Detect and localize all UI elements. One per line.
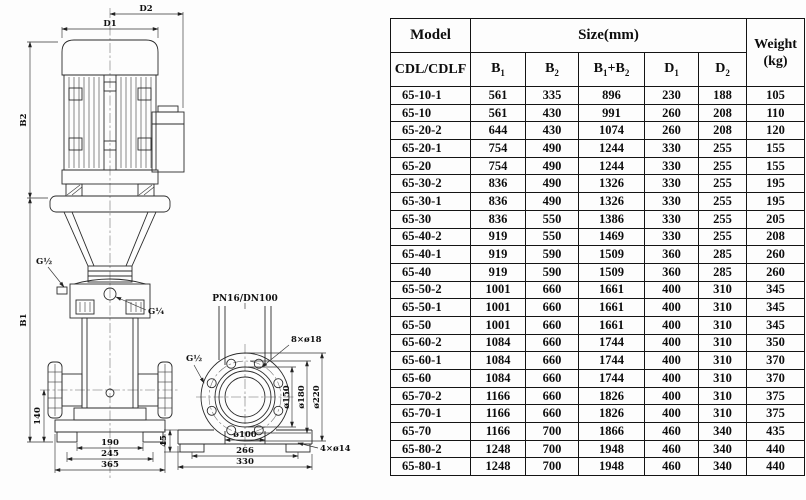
d2-cell: 255 (699, 140, 747, 158)
port-label-g12-side: G½ (36, 257, 53, 267)
d1-cell: 230 (645, 87, 699, 105)
base-holes-label: 4×ø14 (320, 444, 351, 454)
b1-cell: 1001 (471, 316, 526, 334)
b1b2-cell: 1326 (579, 193, 645, 211)
b1b2-cell: 1661 (579, 316, 645, 334)
table-row (391, 263, 805, 281)
d2-cell: 255 (699, 210, 747, 228)
port-label-g14-side: G¼ (148, 307, 165, 317)
b2-cell: 660 (526, 299, 579, 317)
d1-cell: 360 (645, 263, 699, 281)
d2-cell: 208 (699, 104, 747, 122)
header-weight-line2: (kg) (763, 53, 788, 69)
dim-label-dia180: ø180 (297, 385, 307, 409)
table-row (391, 104, 805, 122)
header-size-group: Size(mm) (471, 19, 747, 53)
d1-cell: 330 (645, 157, 699, 175)
weight-cell: 370 (747, 370, 805, 388)
dimension-table (390, 18, 804, 476)
table-row (391, 405, 805, 423)
table-row (391, 458, 805, 476)
dim-label-dia150: ø150 (282, 385, 292, 409)
weight-cell: 110 (747, 104, 805, 122)
b1-cell: 561 (471, 87, 526, 105)
model-cell: 65-30-1 (391, 193, 471, 211)
b2-cell: 660 (526, 281, 579, 299)
b2-cell: 660 (526, 387, 579, 405)
d1-cell: 330 (645, 210, 699, 228)
header-weight (747, 19, 805, 87)
header-row-1 (391, 19, 805, 53)
b1-cell: 836 (471, 175, 526, 193)
model-cell: 65-50 (391, 316, 471, 334)
d2-cell: 310 (699, 405, 747, 423)
table-row (391, 370, 805, 388)
terminal-box (152, 112, 184, 172)
b1b2-cell: 991 (579, 104, 645, 122)
weight-cell: 260 (747, 263, 805, 281)
table-row (391, 281, 805, 299)
table-row (391, 423, 805, 441)
b1b2-cell: 1469 (579, 228, 645, 246)
model-cell: 65-60-2 (391, 334, 471, 352)
table-row (391, 246, 805, 264)
d1-cell: 330 (645, 175, 699, 193)
b1b2-cell: 1826 (579, 405, 645, 423)
b1-cell: 644 (471, 122, 526, 140)
header-series: CDL/CDLF (391, 53, 471, 87)
header-model: Model (391, 19, 471, 53)
table-row (391, 440, 805, 458)
b2-cell: 490 (526, 140, 579, 158)
d1-cell: 360 (645, 246, 699, 264)
d2-cell: 310 (699, 370, 747, 388)
weight-cell: 195 (747, 175, 805, 193)
table-row (391, 210, 805, 228)
pump-flange-view (159, 294, 351, 470)
d1-cell: 400 (645, 370, 699, 388)
b1-cell: 1248 (471, 458, 526, 476)
b1-cell: 1001 (471, 281, 526, 299)
model-cell: 65-20-1 (391, 140, 471, 158)
dim-label-330: 330 (236, 457, 254, 467)
d2-cell: 310 (699, 387, 747, 405)
b1b2-cell: 1661 (579, 299, 645, 317)
d1-cell: 460 (645, 423, 699, 441)
d1-cell: 330 (645, 140, 699, 158)
weight-cell: 260 (747, 246, 805, 264)
model-cell: 65-40-1 (391, 246, 471, 264)
table-row (391, 87, 805, 105)
dim-label-140: 140 (33, 407, 43, 425)
table-row (391, 228, 805, 246)
model-cell: 65-50-2 (391, 281, 471, 299)
header-weight-line1: Weight (754, 36, 797, 52)
b1-cell: 1084 (471, 370, 526, 388)
b1b2-cell: 1386 (579, 210, 645, 228)
b2-cell: 550 (526, 210, 579, 228)
table-row (391, 334, 805, 352)
weight-cell: 375 (747, 405, 805, 423)
d1-cell: 400 (645, 299, 699, 317)
b2-cell: 700 (526, 458, 579, 476)
d1-cell: 260 (645, 104, 699, 122)
d1-cell: 400 (645, 352, 699, 370)
dim-label-d1: D1 (103, 19, 117, 29)
weight-cell: 370 (747, 352, 805, 370)
dim-label-b1: B1 (19, 313, 29, 327)
header-col-b1: $B_1$ (471, 53, 526, 87)
table-row (391, 299, 805, 317)
dim-label-d2: D2 (139, 4, 153, 14)
model-cell: 65-30-2 (391, 175, 471, 193)
b1b2-cell: 1074 (579, 122, 645, 140)
b1b2-cell: 1244 (579, 157, 645, 175)
b1b2-cell: 1744 (579, 370, 645, 388)
table-row (391, 175, 805, 193)
b1-cell: 1248 (471, 440, 526, 458)
table-row (391, 352, 805, 370)
weight-cell: 208 (747, 228, 805, 246)
pump-technical-drawing (0, 0, 390, 500)
weight-cell: 350 (747, 334, 805, 352)
b2-cell: 700 (526, 423, 579, 441)
dim-label-266: 266 (236, 446, 254, 456)
b1-cell: 1001 (471, 299, 526, 317)
b2-cell: 590 (526, 263, 579, 281)
pump-side-view (19, 4, 184, 478)
d2-cell: 255 (699, 228, 747, 246)
header-col-d1: $D_1$ (645, 53, 699, 87)
weight-cell: 155 (747, 157, 805, 175)
b1-cell: 754 (471, 140, 526, 158)
d1-cell: 460 (645, 440, 699, 458)
b2-cell: 430 (526, 122, 579, 140)
dim-label-dia220: ø220 (312, 385, 322, 409)
b2-cell: 590 (526, 246, 579, 264)
model-cell: 65-20-2 (391, 122, 471, 140)
b1b2-cell: 1826 (579, 387, 645, 405)
weight-cell: 120 (747, 122, 805, 140)
d2-cell: 340 (699, 440, 747, 458)
b1-cell: 919 (471, 263, 526, 281)
model-cell: 65-60-1 (391, 352, 471, 370)
table-row (391, 387, 805, 405)
weight-cell: 345 (747, 299, 805, 317)
table-row (391, 193, 805, 211)
b2-cell: 490 (526, 193, 579, 211)
weight-cell: 440 (747, 458, 805, 476)
d1-cell: 400 (645, 405, 699, 423)
table-row (391, 157, 805, 175)
model-cell: 65-50-1 (391, 299, 471, 317)
table-row (391, 316, 805, 334)
b2-cell: 660 (526, 334, 579, 352)
model-cell: 65-70 (391, 423, 471, 441)
size-weight-table (390, 18, 805, 476)
d1-cell: 330 (645, 228, 699, 246)
weight-cell: 205 (747, 210, 805, 228)
weight-cell: 345 (747, 281, 805, 299)
b2-cell: 660 (526, 405, 579, 423)
d2-cell: 255 (699, 175, 747, 193)
table-row (391, 122, 805, 140)
vent-port (57, 287, 67, 294)
port-label-g12-flange: G½ (186, 354, 203, 364)
b1b2-cell: 1509 (579, 263, 645, 281)
b1b2-cell: 896 (579, 87, 645, 105)
d2-cell: 285 (699, 263, 747, 281)
d1-cell: 260 (645, 122, 699, 140)
flange-spec-label: PN16/DN100 (212, 294, 278, 304)
header-col-b1b2: $B_1+B_2$ (579, 53, 645, 87)
b1-cell: 1084 (471, 334, 526, 352)
b2-cell: 660 (526, 370, 579, 388)
b1-cell: 1166 (471, 423, 526, 441)
b1-cell: 1166 (471, 387, 526, 405)
d2-cell: 255 (699, 193, 747, 211)
d1-cell: 400 (645, 387, 699, 405)
b1-cell: 754 (471, 157, 526, 175)
b1-cell: 836 (471, 193, 526, 211)
weight-cell: 375 (747, 387, 805, 405)
model-cell: 65-60 (391, 370, 471, 388)
d2-cell: 310 (699, 352, 747, 370)
dim-label-b2: B2 (19, 113, 29, 127)
b1-cell: 836 (471, 210, 526, 228)
d1-cell: 400 (645, 316, 699, 334)
weight-cell: 155 (747, 140, 805, 158)
weight-cell: 195 (747, 193, 805, 211)
b1b2-cell: 1948 (579, 458, 645, 476)
b2-cell: 430 (526, 104, 579, 122)
header-col-b2: $B_2$ (526, 53, 579, 87)
b1b2-cell: 1948 (579, 440, 645, 458)
model-cell: 65-70-1 (391, 405, 471, 423)
d1-cell: 400 (645, 334, 699, 352)
d2-cell: 188 (699, 87, 747, 105)
b1b2-cell: 1661 (579, 281, 645, 299)
model-cell: 65-30 (391, 210, 471, 228)
table-row (391, 140, 805, 158)
d2-cell: 310 (699, 316, 747, 334)
b2-cell: 660 (526, 352, 579, 370)
d2-cell: 255 (699, 157, 747, 175)
b1-cell: 919 (471, 228, 526, 246)
terminal-box-top (158, 106, 178, 112)
b1b2-cell: 1744 (579, 352, 645, 370)
d2-cell: 310 (699, 299, 747, 317)
d2-cell: 310 (699, 281, 747, 299)
dim-label-dia100: ø100 (233, 430, 257, 440)
d2-cell: 285 (699, 246, 747, 264)
b1-cell: 1084 (471, 352, 526, 370)
dim-label-190: 190 (101, 438, 119, 448)
d2-cell: 340 (699, 458, 747, 476)
model-cell: 65-40 (391, 263, 471, 281)
d1-cell: 460 (645, 458, 699, 476)
bolt-holes-label: 8×ø18 (291, 335, 322, 345)
d2-cell: 208 (699, 122, 747, 140)
weight-cell: 345 (747, 316, 805, 334)
b2-cell: 490 (526, 175, 579, 193)
d1-cell: 400 (645, 281, 699, 299)
dim-label-245: 245 (101, 449, 119, 459)
d1-cell: 330 (645, 193, 699, 211)
model-cell: 65-80-1 (391, 458, 471, 476)
b2-cell: 550 (526, 228, 579, 246)
b1-cell: 561 (471, 104, 526, 122)
dim-label-365: 365 (101, 460, 119, 470)
b1b2-cell: 1244 (579, 140, 645, 158)
weight-cell: 435 (747, 423, 805, 441)
model-cell: 65-10 (391, 104, 471, 122)
model-cell: 65-20 (391, 157, 471, 175)
b2-cell: 700 (526, 440, 579, 458)
d2-cell: 310 (699, 334, 747, 352)
b2-cell: 660 (526, 316, 579, 334)
model-cell: 65-70-2 (391, 387, 471, 405)
b1-cell: 919 (471, 246, 526, 264)
b1b2-cell: 1866 (579, 423, 645, 441)
model-cell: 65-10-1 (391, 87, 471, 105)
weight-cell: 440 (747, 440, 805, 458)
b1b2-cell: 1326 (579, 175, 645, 193)
b1b2-cell: 1744 (579, 334, 645, 352)
b1-cell: 1166 (471, 405, 526, 423)
d2-cell: 340 (699, 423, 747, 441)
b2-cell: 490 (526, 157, 579, 175)
dim-label-45: 45 (159, 435, 169, 447)
b1b2-cell: 1509 (579, 246, 645, 264)
model-cell: 65-80-2 (391, 440, 471, 458)
model-cell: 65-40-2 (391, 228, 471, 246)
weight-cell: 105 (747, 87, 805, 105)
header-col-d2: $D_2$ (699, 53, 747, 87)
header-row-2 (391, 53, 805, 87)
b2-cell: 335 (526, 87, 579, 105)
